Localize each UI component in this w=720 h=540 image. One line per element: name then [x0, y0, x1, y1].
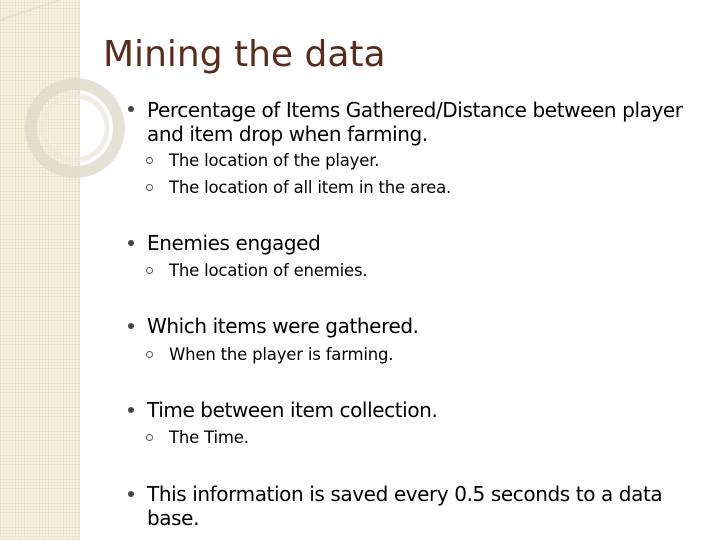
sub-bullet-ring-icon	[146, 351, 153, 358]
bullet-item: Time between item collection.	[147, 398, 438, 422]
bullet-dot-icon	[128, 240, 134, 246]
sub-bullet-ring-icon	[146, 434, 153, 441]
sub-bullet-ring-icon	[146, 267, 153, 274]
bullet-item: This information is saved every 0.5 seconds to a data base.	[147, 482, 663, 530]
slide-title: Mining the data	[103, 34, 386, 75]
sub-bullet-item: The location of enemies.	[169, 261, 368, 280]
bullet-item: Which items were gathered.	[147, 314, 419, 338]
bullet-dot-icon	[128, 491, 134, 497]
sub-bullet-item: The location of all item in the area.	[169, 178, 452, 197]
sub-bullet-ring-icon	[146, 184, 153, 191]
sub-bullet-item: The location of the player.	[169, 151, 380, 170]
sub-bullet-item: The Time.	[169, 428, 249, 447]
sub-bullet-item: When the player is farming.	[169, 345, 394, 364]
bullet-dot-icon	[128, 323, 134, 329]
bullet-item: Percentage of Items Gathered/Distance between player and item drop when farming.	[147, 98, 683, 146]
bullet-item: Enemies engaged	[147, 231, 321, 255]
sub-bullet-ring-icon	[146, 157, 153, 164]
bullet-dot-icon	[128, 106, 134, 112]
bullet-dot-icon	[128, 407, 134, 413]
